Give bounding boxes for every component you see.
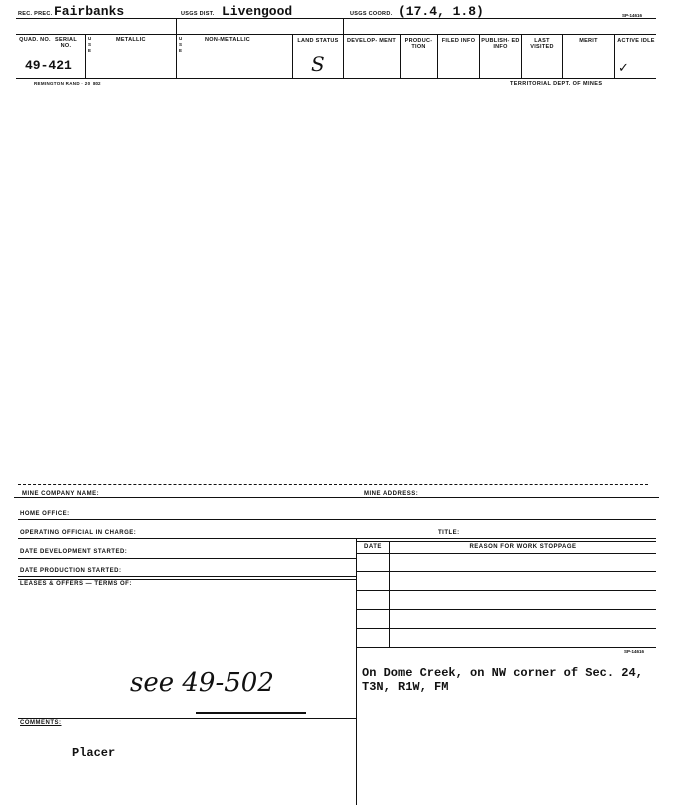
col-merit: MERIT <box>579 38 598 44</box>
usgs-coord-value: (17.4, 1.8) <box>398 4 484 19</box>
department-label: TERRITORIAL DEPT. OF MINES <box>510 81 603 87</box>
col-quad-no: QUAD. NO. <box>19 37 51 43</box>
form-code: SP-14616 <box>622 13 643 18</box>
form-code-2: SP-14616 <box>624 649 645 654</box>
col-filed-info: FILED INFO <box>441 38 476 44</box>
col-land-status: LAND STATUS <box>297 38 339 44</box>
reason-col-header: REASON FOR WORK STOPPAGE <box>469 544 577 550</box>
comments-value: Placer <box>72 746 116 760</box>
col-serial-no: SERIAL NO. <box>55 37 77 49</box>
printer-code: 802 <box>93 81 101 86</box>
location-line-1: On Dome Creek, on NW corner of Sec. 24, <box>362 666 643 680</box>
comments-label: COMMENTS: <box>20 720 62 726</box>
home-office-label: HOME OFFICE: <box>20 511 70 517</box>
location-line-2: T3N, R1W, FM <box>362 680 449 694</box>
operating-official-label: OPERATING OFFICIAL IN CHARGE: <box>20 530 137 536</box>
col-active-idle: ACTIVE IDLE <box>617 38 655 44</box>
date-prod-started-label: DATE PRODUCTION STARTED: <box>20 568 122 574</box>
usgs-coord-label: USGS COORD. <box>350 11 393 17</box>
active-idle-check: ✓ <box>618 60 629 75</box>
mine-company-label: MINE COMPANY NAME: <box>22 491 100 497</box>
col-metallic: METALLIC <box>116 37 146 43</box>
col-use-b: U S E <box>179 36 183 53</box>
col-development: DEVELOP- MENT <box>346 38 397 44</box>
quad-serial-value: 49-421 <box>25 58 72 73</box>
col-non-metallic: NON-METALLIC <box>205 37 251 43</box>
leases-offers-label: LEASES & OFFERS — TERMS OF: <box>20 581 132 587</box>
printer-label: REMINGTON RAND · 20 <box>34 81 91 86</box>
usgs-dist-label: USGS DIST. <box>181 11 215 17</box>
usgs-dist-value: Livengood <box>222 4 293 19</box>
rec-prec-value: Fairbanks <box>54 4 125 19</box>
col-last-visited: LAST VISITED <box>530 38 554 50</box>
mine-address-label: MINE ADDRESS: <box>364 491 419 497</box>
land-status-value: S <box>311 52 325 76</box>
col-use-a: U S E <box>88 36 92 53</box>
col-published-info: PUBLISH- ED INFO <box>481 38 520 50</box>
handwritten-see-note: see 49-502 <box>130 668 274 698</box>
col-production: PRODUC- TION <box>404 38 433 50</box>
date-dev-started-label: DATE DEVELOPMENT STARTED: <box>20 549 128 555</box>
date-col-header: DATE <box>364 544 382 550</box>
rec-prec-label: REC. PREC. <box>18 11 53 17</box>
title-label: TITLE: <box>438 530 460 536</box>
